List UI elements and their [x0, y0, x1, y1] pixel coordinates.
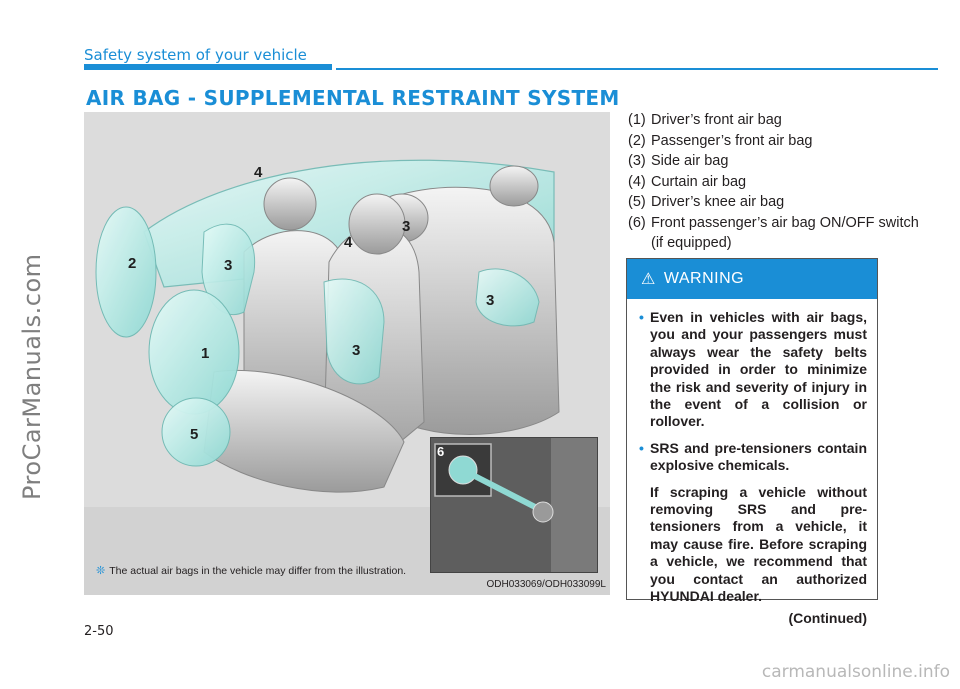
warning-title: WARNING — [663, 270, 745, 287]
callout-3-rear: 3 — [486, 292, 495, 309]
section-header: Safety system of your vehicle — [84, 46, 307, 64]
legend-item: (5) Driver’s knee air bag — [628, 194, 785, 210]
legend-item: (1) Driver’s front air bag — [628, 112, 782, 128]
warning-triangle-icon: ⚠ — [641, 271, 656, 288]
onoff-switch-drawing — [431, 438, 597, 572]
callout-3-top: 3 — [402, 218, 411, 235]
warning-paragraph: If scraping a vehicle without removing SRS and pre-tensioners from a vehicle, it may cause fire. Before scraping a vehicle, we recommend that you contact an authorized HYUNDAI dealer. — [650, 483, 867, 605]
warning-bullet: • SRS and pre-tensioners contain explosive chemicals. — [639, 439, 867, 474]
watermark-bottom: carmanualsonline.info — [761, 662, 950, 682]
callout-5: 5 — [190, 426, 199, 443]
callout-3-left: 3 — [224, 257, 233, 274]
continued-label: (Continued) — [788, 609, 867, 626]
legend-item: (4) Curtain air bag — [628, 173, 747, 190]
legend-item: (2) Passenger’s front air bag — [628, 132, 813, 149]
callout-6: 6 — [437, 444, 445, 459]
header-rule-thin — [336, 68, 938, 70]
warning-body — [627, 299, 877, 627]
callout-1: 1 — [201, 345, 210, 362]
airbag-legend — [628, 110, 928, 254]
callout-4-curtain: 4 — [254, 164, 263, 181]
page-title: AIR BAG - SUPPLEMENTAL RESTRAINT SYSTEM — [86, 86, 620, 110]
bullet-dot-icon: • — [639, 439, 644, 456]
callout-2: 2 — [128, 255, 137, 272]
legend-item: (3) Side air bag — [628, 153, 729, 169]
page-number: 2-50 — [84, 624, 114, 639]
warning-header — [627, 259, 877, 299]
airbag-illustration — [84, 112, 610, 595]
switch-inset — [430, 437, 598, 573]
callout-4-right: 4 — [344, 234, 353, 251]
warning-bullet: • Even in vehicles with air bags, you and your passengers must always wear the safety belts provided in order to minimize the risk and severity of injury in the event of a collision or rollover. — [639, 309, 867, 430]
watermark-left: ProCarManuals.com — [18, 253, 46, 500]
callout-3-center: 3 — [352, 342, 361, 359]
figure-note — [96, 564, 496, 577]
figure-note-text: The actual air bags in the vehicle may differ from the illustration. — [109, 565, 407, 577]
bullet-dot-icon: • — [639, 309, 644, 325]
figure-code: ODH033069/ODH033099L — [486, 579, 606, 590]
header-rule-thick — [84, 64, 332, 70]
warning-box — [626, 258, 878, 626]
asterisk-icon: ❊ — [96, 565, 106, 577]
legend-item: (6) Front passenger’s air bag ON/OFF switch (if equipped) — [628, 214, 919, 251]
